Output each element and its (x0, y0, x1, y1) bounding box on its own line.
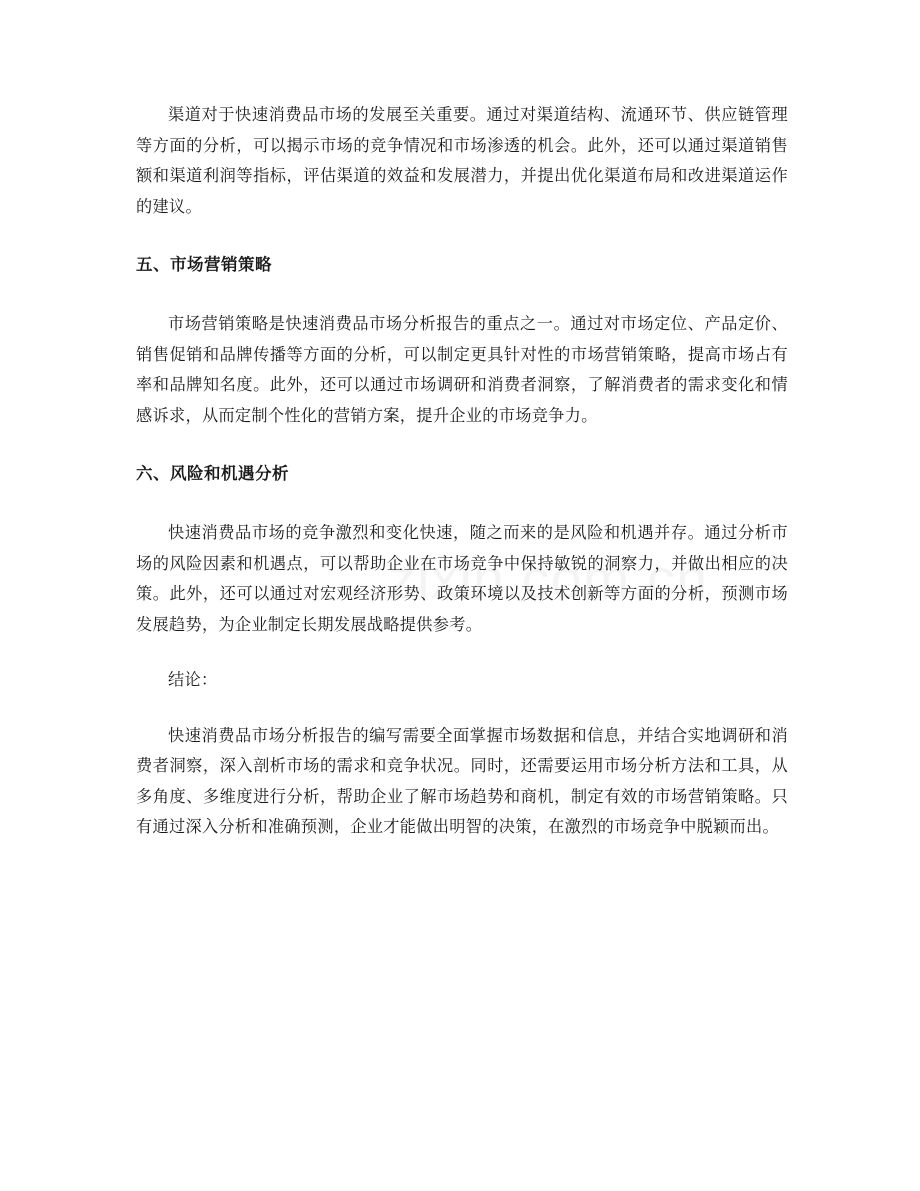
paragraph-risk: 快速消费品市场的竞争激烈和变化快速，随之而来的是风险和机遇并存。通过分析市场的风险因素和机遇点，可以帮助企业在市场竞争中保持敏锐的洞察力，并做出相应的决策。此外，还可以通过对宏观经济形势、政策环境以及技术创新等方面的分析，预测市场发展趋势，为企业制定长期发展战略提供参考。 (136, 523, 788, 634)
paragraph-channel: 渠道对于快速消费品市场的发展至关重要。通过对渠道结构、流通环节、供应链管理等方面的分析，可以揭示市场的竞争情况和市场渗透的机会。此外，还可以通过渠道销售额和渠道利润等指标，评估渠道的效益和发展潜力，并提出优化渠道布局和改进渠道运作的建议。 (136, 105, 788, 216)
section-heading-marketing: 五、市场营销策略 (136, 255, 272, 274)
conclusion-label: 结论： (168, 670, 218, 689)
document-body (136, 100, 788, 843)
section-heading-risk: 六、风险和机遇分析 (136, 464, 289, 483)
paragraph-conclusion: 快速消费品市场分析报告的编写需要全面掌握市场数据和信息，并结合实地调研和消费者洞察，深入剖析市场的需求和竞争状况。同时，还需要运用市场分析方法和工具，从多角度、多维度进行分析，帮助企业了解市场趋势和商机，制定有效的市场营销策略。只有通过深入分析和准确预测，企业才能做出明智的决策，在激烈的市场竞争中脱颖而出。 (136, 725, 788, 836)
paragraph-marketing: 市场营销策略是快速消费品市场分析报告的重点之一。通过对市场定位、产品定价、销售促销和品牌传播等方面的分析，可以制定更具针对性的市场营销策略，提高市场占有率和品牌知名度。此外，还可以通过市场调研和消费者洞察，了解消费者的需求变化和情感诉求，从而定制个性化的营销方案，提升企业的市场竞争力。 (136, 314, 788, 425)
